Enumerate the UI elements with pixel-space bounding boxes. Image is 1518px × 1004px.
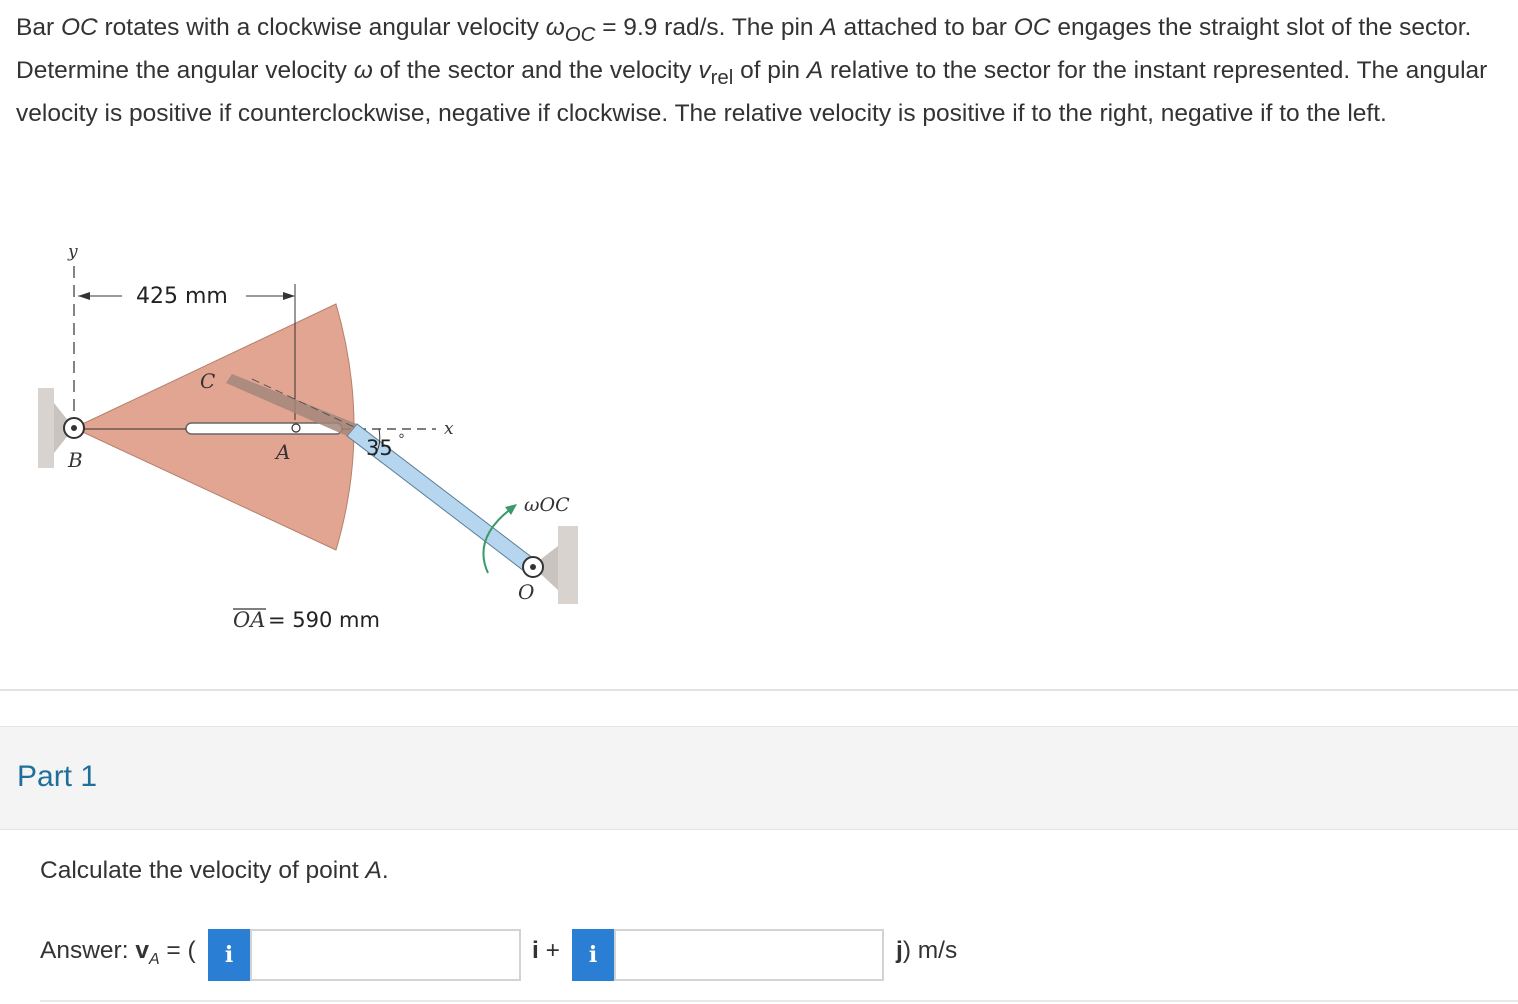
omega-oc-label: ωOC bbox=[524, 494, 570, 516]
oa-label: OA bbox=[233, 608, 266, 632]
problem-text: = 9.9 rad/s. The pin bbox=[595, 14, 821, 41]
pin-a bbox=[292, 424, 300, 432]
answer-label bbox=[40, 937, 196, 969]
problem-text: attached to bar bbox=[836, 14, 1014, 41]
info-button-j-component[interactable]: i bbox=[572, 929, 614, 981]
problem-text: Bar bbox=[16, 14, 61, 41]
answer-vector-symbol: v bbox=[135, 937, 149, 964]
problem-text: OC bbox=[60, 14, 98, 41]
problem-text: of the sector and the velocity bbox=[372, 56, 699, 84]
part-title: Part 1 bbox=[17, 760, 98, 793]
sector-slot bbox=[186, 423, 342, 434]
problem-text: of pin bbox=[733, 56, 807, 84]
problem-text: ω bbox=[545, 14, 565, 41]
oa-value: = 590 mm bbox=[268, 608, 380, 632]
angle-degree: ° bbox=[398, 432, 405, 448]
problem-text: A bbox=[820, 14, 837, 41]
mechanism-diagram bbox=[14, 228, 614, 658]
dimension-arrow-right bbox=[283, 292, 295, 300]
section-divider bbox=[0, 689, 1518, 691]
dimension-425-label: 425 mm bbox=[136, 284, 228, 309]
j-unit-label bbox=[896, 937, 957, 965]
question-part: . bbox=[381, 857, 389, 884]
problem-text: rotates with a clockwise angular velocity bbox=[97, 14, 546, 41]
answer-row bbox=[40, 929, 1510, 981]
unit-tail: ) m/s bbox=[902, 937, 958, 964]
i-unit-symbol: i bbox=[532, 937, 539, 964]
angle-label: 35 bbox=[366, 436, 393, 460]
pivot-o-center bbox=[530, 564, 536, 570]
problem-text: A bbox=[806, 56, 824, 84]
answer-label-text: = ( bbox=[159, 937, 196, 964]
problem-text: engages the straight slot of the sector. Determine the angular velocity bbox=[16, 14, 1472, 84]
label-a: A bbox=[276, 440, 291, 464]
problem-text: OC bbox=[564, 23, 596, 46]
answer-label-text: Answer: bbox=[40, 937, 136, 964]
answer-input-i-component[interactable] bbox=[250, 929, 521, 981]
pivot-b-center bbox=[71, 425, 77, 431]
y-axis-label: y bbox=[68, 242, 78, 262]
info-button-i-component[interactable]: i bbox=[208, 929, 250, 981]
wall-b bbox=[38, 388, 54, 468]
label-o: O bbox=[518, 580, 535, 604]
j-unit-symbol: j bbox=[896, 937, 903, 964]
problem-statement bbox=[16, 10, 1491, 132]
problem-text: OC bbox=[1013, 14, 1051, 41]
question-part: A bbox=[365, 857, 382, 884]
label-c: C bbox=[200, 369, 216, 393]
bottom-divider bbox=[40, 1000, 1518, 1002]
problem-text: v bbox=[698, 56, 711, 84]
i-unit-label bbox=[532, 937, 560, 965]
x-axis-label: x bbox=[444, 419, 454, 439]
dimension-arrow-left bbox=[78, 292, 90, 300]
question-part: Calculate the velocity of point bbox=[40, 857, 366, 884]
problem-text: ω bbox=[353, 56, 373, 84]
problem-text: rel bbox=[710, 66, 734, 89]
answer-input-j-component[interactable] bbox=[614, 929, 884, 981]
plus-sign: + bbox=[538, 937, 560, 964]
wall-o bbox=[558, 526, 578, 604]
mechanism-figure bbox=[14, 228, 614, 658]
question-text bbox=[40, 857, 389, 885]
answer-vector-subscript: A bbox=[148, 950, 160, 968]
label-b: B bbox=[68, 448, 83, 472]
problem-text: relative to the sector for the instant represented. The angular velocity is positive if counterclockwise, negative if clockwise. The relative velocity is positive if to the right, negative if to the left. bbox=[16, 56, 1488, 127]
part-header bbox=[0, 726, 1518, 830]
